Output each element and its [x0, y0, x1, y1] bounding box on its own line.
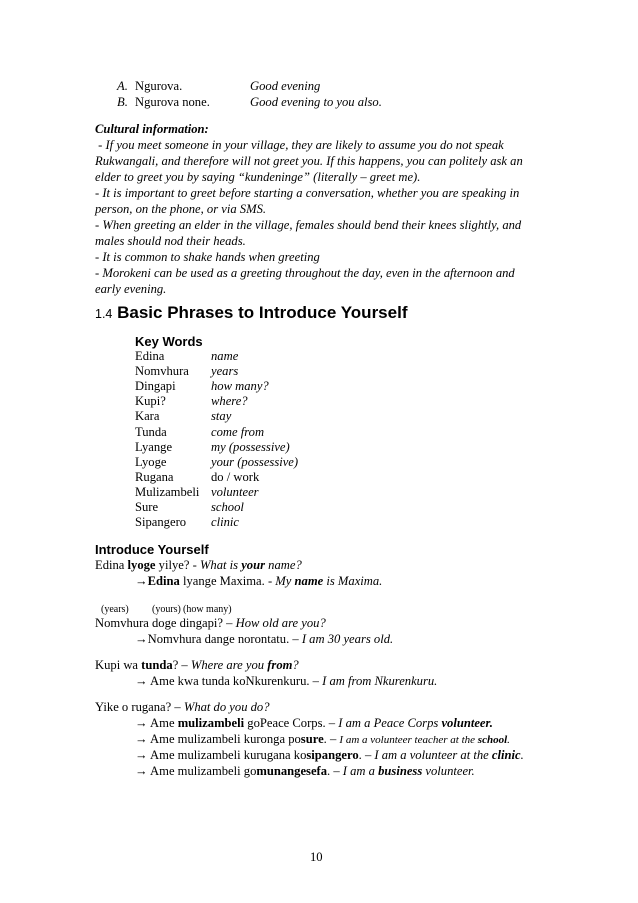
key-word-term: Kupi?	[135, 394, 166, 409]
cultural-line: - It is important to greet before starting a conversation, whether you are speaking in	[95, 186, 520, 200]
answer-age: →Nomvhura dange norontatu. – I am 30 years old.	[135, 632, 394, 646]
key-word-meaning: your (possessive)	[211, 454, 299, 469]
question-name: Edina lyoge yilye? - What is your name?	[95, 558, 302, 572]
key-word-meaning: how many?	[211, 379, 269, 394]
key-word-meaning: school	[211, 500, 244, 514]
key-word-meaning: where?	[211, 394, 248, 409]
section-title: Basic Phrases to Introduce Yourself	[117, 303, 408, 322]
key-word-meaning: do / work	[211, 469, 260, 484]
greeting-a-term: Ngurova.	[135, 79, 183, 93]
gloss-yours: (yours)	[152, 604, 181, 615]
greeting-b-letter: B.	[117, 95, 128, 109]
arrow-icon: →	[135, 764, 148, 778]
key-word-meaning: years	[211, 364, 239, 379]
answer-peace-corps: → Ame mulizambeli goPeace Corps. – I am a Peace Corps volunteer.	[135, 716, 493, 730]
cultural-line: - It is common to shake hands when greeting	[95, 250, 320, 264]
section-heading	[95, 303, 407, 324]
greeting-a-meaning: Good evening	[250, 79, 321, 93]
gloss-how-many: (how many)	[183, 604, 232, 615]
key-word-term: Lyoge	[135, 454, 167, 469]
question-from: Kupi wa tunda? – Where are you from?	[95, 658, 299, 672]
cultural-line: - Morokeni can be used as a greeting throughout the day, even in the afternoon and	[95, 266, 515, 280]
introduce-yourself-title: Introduce Yourself	[95, 542, 209, 557]
cultural-line: - When greeting an elder in the village, females should bend their knees slightly, and	[95, 218, 522, 232]
greeting-a-letter: A.	[117, 79, 128, 93]
key-word-meaning: name	[211, 349, 239, 363]
key-word-meaning: volunteer	[211, 484, 259, 499]
key-word-term: Tunda	[135, 424, 167, 439]
greeting-b-meaning: Good evening to you also.	[250, 95, 382, 109]
answer-business: → Ame mulizambeli gomunangesefa. – I am a business volunteer.	[135, 764, 475, 778]
question-age: Nomvhura doge dingapi? – How old are you?	[95, 616, 326, 630]
key-word-term: Nomvhura	[135, 364, 189, 379]
arrow-icon: →	[135, 716, 148, 730]
cultural-line: - If you meet someone in your village, they are likely to assume you do not speak	[95, 138, 504, 152]
key-word-term: Sipangero	[135, 515, 187, 530]
key-word-term: Edina	[135, 349, 165, 363]
arrow-icon: →	[135, 632, 148, 646]
answer-name: →Edina lyange Maxima. - My name is Maxima.	[135, 574, 383, 588]
key-word-meaning: come from	[211, 424, 265, 439]
greeting-b-term: Ngurova none.	[135, 95, 210, 109]
answer-teacher: → Ame mulizambeli kuronga posure. – I am a volunteer teacher at the school.	[135, 732, 510, 746]
cultural-line: males should nod their heads.	[95, 234, 246, 248]
question-work: Yike o rugana? – What do you do?	[95, 700, 270, 714]
key-word-meaning: stay	[211, 409, 232, 424]
cultural-info-title: Cultural information:	[95, 122, 209, 136]
arrow-icon: →	[135, 732, 148, 746]
key-word-term: Dingapi	[135, 379, 176, 394]
answer-from: → Ame kwa tunda koNkurenkuru. – I am from Nkurenkuru.	[135, 674, 438, 688]
arrow-icon: →	[135, 574, 148, 588]
gloss-years: (years)	[101, 604, 129, 615]
key-word-term: Kara	[135, 409, 160, 424]
cultural-line: early evening.	[95, 282, 167, 296]
key-word-meaning: clinic	[211, 515, 239, 530]
section-number: 1.4	[95, 307, 113, 321]
key-words-title: Key Words	[135, 334, 203, 349]
arrow-icon: →	[135, 748, 148, 762]
key-word-meaning: my (possessive)	[211, 439, 290, 454]
cultural-line: person, on the phone, or via SMS.	[95, 202, 267, 216]
answer-clinic: → Ame mulizambeli kurugana kosipangero. – I am a volunteer at the clinic.	[135, 748, 524, 762]
arrow-icon: →	[135, 674, 148, 688]
cultural-line: elder to greet you by saying “kundeninge” (literally – greet me).	[95, 170, 421, 184]
key-word-term: Mulizambeli	[135, 484, 200, 499]
cultural-line: Rukwangali, and therefore will not greet you. If this happens, you can politely ask an	[95, 154, 523, 168]
key-word-term: Rugana	[135, 469, 174, 484]
key-word-term: Lyange	[135, 439, 173, 454]
key-word-term: Sure	[135, 500, 159, 514]
page-number: 10	[310, 850, 323, 864]
